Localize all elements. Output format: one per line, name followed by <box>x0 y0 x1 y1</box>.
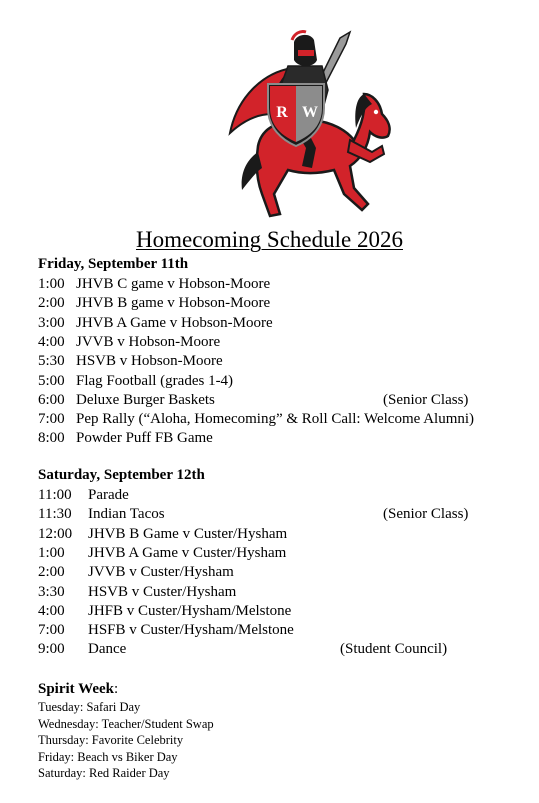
event-note: (Senior Class) <box>383 391 469 408</box>
event-time: 3:30 <box>38 583 65 600</box>
event-name: JHVB A Game v Custer/Hysham <box>88 544 287 561</box>
event-time: 6:00 <box>38 391 65 408</box>
event-time: 3:00 <box>38 314 65 331</box>
schedule-row <box>38 525 287 544</box>
event-note: (Senior Class) <box>383 506 469 523</box>
spirit-day: Thursday: Favorite Celebrity <box>38 733 184 747</box>
event-name: Dance <box>88 641 127 658</box>
spirit-day: Saturday: Red Raider Day <box>38 766 170 780</box>
event-time: 2:00 <box>38 564 65 581</box>
schedule-row <box>38 621 294 640</box>
schedule-row <box>38 486 129 505</box>
schedule-row <box>38 391 469 410</box>
schedule-row <box>38 505 469 524</box>
shield-letter-w: W <box>302 104 318 121</box>
event-name: JHVB B Game v Custer/Hysham <box>88 525 288 542</box>
event-time: 2:00 <box>38 295 65 312</box>
event-note: (Student Council) <box>340 641 448 658</box>
spirit-week-heading: Spirit Week: <box>38 681 119 697</box>
page-title: Homecoming Schedule 2026 <box>135 227 403 252</box>
schedule-row <box>38 602 291 621</box>
event-time: 1:00 <box>38 276 65 292</box>
schedule-row <box>38 583 236 602</box>
event-name: Deluxe Burger Baskets <box>76 391 215 408</box>
event-time: 8:00 <box>38 430 65 447</box>
event-time: 7:00 <box>38 411 65 428</box>
schedule-row <box>38 294 270 313</box>
event-time: 11:00 <box>38 487 72 503</box>
event-name: JVVB v Custer/Hysham <box>88 564 234 581</box>
event-name: Parade <box>88 487 129 503</box>
schedule-row <box>38 640 448 659</box>
event-time: 5:30 <box>38 353 65 370</box>
event-name: JHVB C game v Hobson-Moore <box>76 276 271 292</box>
schedule-row <box>38 275 270 294</box>
event-time: 4:00 <box>38 333 65 350</box>
schedule-row <box>38 333 220 352</box>
event-time: 1:00 <box>38 544 65 561</box>
event-name: Flag Football (grades 1-4) <box>76 372 234 389</box>
event-name: Pep Rally (“Aloha, Homecoming” & Roll Call: Welcome Alumni) <box>76 411 475 428</box>
event-time: 5:00 <box>38 372 65 389</box>
friday-heading: Friday, September 11th <box>38 256 189 272</box>
event-time: 9:00 <box>38 641 65 658</box>
schedule-row <box>38 563 234 582</box>
schedule-row <box>38 544 286 563</box>
shield-letter-r: R <box>276 104 288 121</box>
saturday-heading: Saturday, September 12th <box>38 467 205 483</box>
schedule-row <box>38 410 474 429</box>
event-name: Powder Puff FB Game <box>76 430 213 447</box>
schedule-row <box>38 314 273 333</box>
event-name: JHVB B game v Hobson-Moore <box>76 295 271 312</box>
schedule-row <box>38 372 233 391</box>
event-time: 7:00 <box>38 622 65 639</box>
spirit-day: Wednesday: Teacher/Student Swap <box>38 716 214 731</box>
event-name: HSFB v Custer/Hysham/Melstone <box>88 622 294 639</box>
event-name: JVVB v Hobson-Moore <box>76 333 221 350</box>
event-name: Indian Tacos <box>88 506 165 523</box>
schedule-row <box>38 352 223 371</box>
event-name: HSVB v Hobson-Moore <box>76 353 223 370</box>
event-time: 4:00 <box>38 602 65 619</box>
schedule-row <box>38 429 213 448</box>
spirit-day: Tuesday: Safari Day <box>38 700 141 714</box>
event-time: 12:00 <box>38 525 73 542</box>
event-name: HSVB v Custer/Hysham <box>88 583 237 600</box>
spirit-day: Friday: Beach vs Biker Day <box>38 749 178 764</box>
red-raider-logo <box>222 28 398 220</box>
event-name: JHVB A Game v Hobson-Moore <box>76 314 273 331</box>
event-time: 11:30 <box>38 506 72 523</box>
event-name: JHFB v Custer/Hysham/Melstone <box>88 602 292 619</box>
